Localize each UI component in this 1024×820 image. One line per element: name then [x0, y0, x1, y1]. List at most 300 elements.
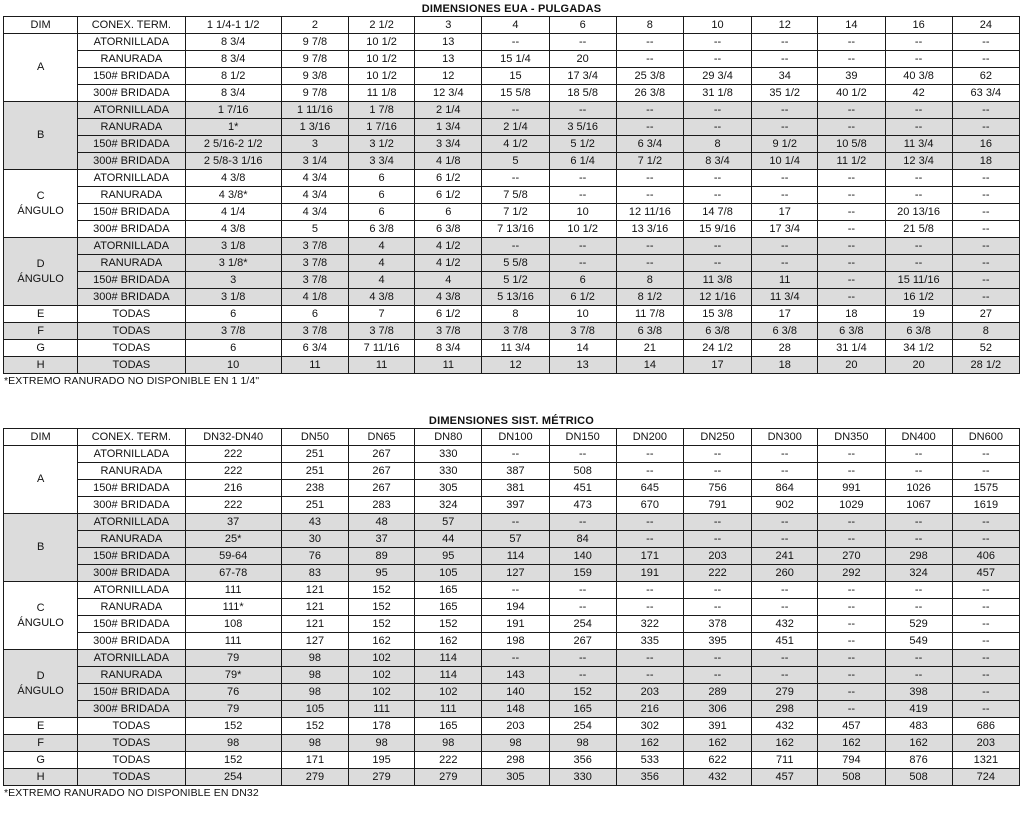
connection-type-cell: TODAS	[78, 340, 185, 357]
value-cell: 1619	[952, 497, 1019, 514]
value-cell: 15 3/8	[683, 306, 751, 323]
value-cell: 10 1/2	[349, 34, 415, 51]
value-cell: 6	[185, 340, 281, 357]
value-cell: --	[952, 531, 1019, 548]
value-cell: 6 3/8	[616, 323, 683, 340]
value-cell: 6	[349, 170, 415, 187]
value-cell: 9 7/8	[281, 51, 348, 68]
value-cell: 457	[752, 769, 818, 786]
header-row	[4, 429, 1020, 446]
value-cell: --	[952, 255, 1019, 272]
value-cell: 3 7/8	[281, 238, 348, 255]
value-cell: 483	[885, 718, 952, 735]
value-cell: 13 3/16	[616, 221, 683, 238]
value-cell: --	[952, 119, 1019, 136]
value-cell: --	[752, 582, 818, 599]
value-cell: 6 3/4	[281, 340, 348, 357]
value-cell: 148	[482, 701, 549, 718]
value-cell: 251	[281, 446, 348, 463]
value-cell: --	[549, 650, 616, 667]
value-cell: 533	[616, 752, 683, 769]
value-cell: 11 7/8	[616, 306, 683, 323]
value-cell: 298	[885, 548, 952, 565]
value-cell: --	[616, 463, 683, 480]
value-cell: 216	[616, 701, 683, 718]
value-cell: --	[752, 34, 818, 51]
value-cell: --	[482, 514, 549, 531]
value-cell: --	[616, 34, 683, 51]
value-cell: 6	[349, 187, 415, 204]
value-cell: --	[818, 170, 885, 187]
value-cell: 9 3/8	[281, 68, 348, 85]
connection-type-cell: 300# BRIDADA	[78, 497, 185, 514]
dim-label-cell: E	[4, 718, 78, 735]
value-cell: --	[952, 170, 1019, 187]
table-row	[4, 480, 1020, 497]
table-row	[4, 204, 1020, 221]
value-cell: --	[818, 221, 885, 238]
value-cell: --	[952, 221, 1019, 238]
value-cell: 1026	[885, 480, 952, 497]
header-cell: 12	[752, 17, 818, 34]
value-cell: 111*	[185, 599, 281, 616]
value-cell: 238	[281, 480, 348, 497]
us-dimensions-table	[3, 16, 1020, 374]
dim-label-cell: E	[4, 306, 78, 323]
value-cell: 11	[349, 357, 415, 374]
value-cell: 6 3/8	[349, 221, 415, 238]
dim-label-cell	[4, 446, 78, 514]
value-cell: 508	[885, 769, 952, 786]
value-cell: 6	[281, 306, 348, 323]
value-cell: 3 7/8	[185, 323, 281, 340]
value-cell: 267	[349, 446, 415, 463]
value-cell: 381	[482, 480, 549, 497]
value-cell: 9 1/2	[752, 136, 818, 153]
connection-type-cell: 150# BRIDADA	[78, 272, 185, 289]
value-cell: 6 1/2	[415, 170, 482, 187]
value-cell: 876	[885, 752, 952, 769]
value-cell: 152	[185, 718, 281, 735]
table-row	[4, 221, 1020, 238]
header-cell: DN100	[482, 429, 549, 446]
value-cell: 191	[482, 616, 549, 633]
value-cell: --	[952, 633, 1019, 650]
value-cell: 29 3/4	[683, 68, 751, 85]
value-cell: 3 3/4	[415, 136, 482, 153]
value-cell: 8 3/4	[185, 34, 281, 51]
value-cell: 1 3/16	[281, 119, 348, 136]
value-cell: 16 1/2	[885, 289, 952, 306]
value-cell: 3 1/8	[185, 238, 281, 255]
value-cell: 98	[281, 650, 348, 667]
value-cell: 44	[415, 531, 482, 548]
value-cell: 15 5/8	[482, 85, 549, 102]
connection-type-cell: RANURADA	[78, 255, 185, 272]
value-cell: 1321	[952, 752, 1019, 769]
value-cell: 216	[185, 480, 281, 497]
value-cell: 3 7/8	[482, 323, 549, 340]
value-cell: 98	[415, 735, 482, 752]
value-cell: 17 3/4	[549, 68, 616, 85]
value-cell: 4 3/8*	[185, 187, 281, 204]
table-row	[4, 272, 1020, 289]
table-row	[4, 306, 1020, 323]
value-cell: 28	[752, 340, 818, 357]
value-cell: --	[549, 446, 616, 463]
value-cell: 6 3/8	[415, 221, 482, 238]
value-cell: 3 7/8	[415, 323, 482, 340]
value-cell: --	[818, 102, 885, 119]
connection-type-cell: 150# BRIDADA	[78, 136, 185, 153]
value-cell: 6 3/8	[885, 323, 952, 340]
value-cell: 4 3/8	[185, 170, 281, 187]
connection-type-cell: TODAS	[78, 735, 185, 752]
value-cell: 451	[752, 633, 818, 650]
value-cell: 7 1/2	[616, 153, 683, 170]
value-cell: --	[885, 170, 952, 187]
connection-type-cell: 300# BRIDADA	[78, 85, 185, 102]
value-cell: 102	[349, 667, 415, 684]
value-cell: 5	[281, 221, 348, 238]
value-cell: 756	[683, 480, 751, 497]
value-cell: 20	[885, 357, 952, 374]
value-cell: 395	[683, 633, 751, 650]
table-row	[4, 323, 1020, 340]
value-cell: --	[818, 289, 885, 306]
value-cell: --	[752, 102, 818, 119]
dim-label-cell	[4, 582, 78, 650]
value-cell: 9 7/8	[281, 85, 348, 102]
value-cell: 31 1/8	[683, 85, 751, 102]
value-cell: --	[885, 51, 952, 68]
header-cell: DN300	[752, 429, 818, 446]
value-cell: 8	[952, 323, 1019, 340]
value-cell: 162	[415, 633, 482, 650]
value-cell: 76	[281, 548, 348, 565]
value-cell: 11 3/4	[885, 136, 952, 153]
dim-label-cell: F	[4, 735, 78, 752]
value-cell: 10 1/4	[752, 153, 818, 170]
value-cell: 21	[616, 340, 683, 357]
value-cell: 11	[415, 357, 482, 374]
value-cell: 121	[281, 616, 348, 633]
value-cell: 4 1/2	[482, 136, 549, 153]
table-row	[4, 752, 1020, 769]
value-cell: 98	[349, 735, 415, 752]
value-cell: 8 3/4	[683, 153, 751, 170]
header-cell: 6	[549, 17, 616, 34]
value-cell: 6	[549, 272, 616, 289]
value-cell: 711	[752, 752, 818, 769]
value-cell: 1 7/16	[185, 102, 281, 119]
value-cell: 398	[885, 684, 952, 701]
value-cell: 4	[349, 238, 415, 255]
value-cell: 1067	[885, 497, 952, 514]
value-cell: 1 3/4	[415, 119, 482, 136]
value-cell: --	[616, 170, 683, 187]
value-cell: 152	[185, 752, 281, 769]
value-cell: 76	[185, 684, 281, 701]
value-cell: --	[818, 599, 885, 616]
value-cell: 298	[752, 701, 818, 718]
connection-type-cell: RANURADA	[78, 599, 185, 616]
value-cell: 298	[482, 752, 549, 769]
value-cell: --	[683, 102, 751, 119]
value-cell: 152	[349, 616, 415, 633]
value-cell: 1 7/8	[349, 102, 415, 119]
value-cell: 18 5/8	[549, 85, 616, 102]
value-cell: --	[952, 514, 1019, 531]
table-row	[4, 255, 1020, 272]
value-cell: 84	[549, 531, 616, 548]
value-cell: --	[885, 650, 952, 667]
value-cell: --	[549, 667, 616, 684]
value-cell: 330	[415, 463, 482, 480]
value-cell: 8	[482, 306, 549, 323]
value-cell: 162	[349, 633, 415, 650]
value-cell: 4 3/8	[415, 289, 482, 306]
value-cell: 11	[281, 357, 348, 374]
connection-type-cell: TODAS	[78, 306, 185, 323]
value-cell: --	[549, 102, 616, 119]
value-cell: 4 1/2	[415, 238, 482, 255]
table-row	[4, 51, 1020, 68]
value-cell: 260	[752, 565, 818, 582]
value-cell: --	[549, 238, 616, 255]
value-cell: 11	[752, 272, 818, 289]
value-cell: 203	[952, 735, 1019, 752]
value-cell: --	[683, 531, 751, 548]
value-cell: 18	[818, 306, 885, 323]
value-cell: --	[885, 463, 952, 480]
value-cell: 57	[482, 531, 549, 548]
value-cell: --	[752, 51, 818, 68]
value-cell: --	[752, 463, 818, 480]
value-cell: 508	[549, 463, 616, 480]
value-cell: 10 1/2	[349, 68, 415, 85]
value-cell: 4 3/4	[281, 187, 348, 204]
table-row	[4, 735, 1020, 752]
value-cell: 2 1/4	[415, 102, 482, 119]
value-cell: --	[616, 446, 683, 463]
value-cell: 114	[415, 667, 482, 684]
value-cell: --	[616, 599, 683, 616]
value-cell: 121	[281, 582, 348, 599]
dim-label-cell: H	[4, 769, 78, 786]
value-cell: 25*	[185, 531, 281, 548]
metric-footnote: *EXTREMO RANURADO NO DISPONIBLE EN DN32	[4, 787, 259, 799]
header-cell: DN80	[415, 429, 482, 446]
value-cell: 31 1/4	[818, 340, 885, 357]
value-cell: 13	[415, 34, 482, 51]
metric-dimensions-table	[3, 428, 1020, 786]
connection-type-cell: ATORNILLADA	[78, 582, 185, 599]
dim-label-cell: G	[4, 752, 78, 769]
dim-label: B	[36, 129, 45, 141]
value-cell: --	[616, 255, 683, 272]
value-cell: 7	[349, 306, 415, 323]
value-cell: --	[549, 255, 616, 272]
value-cell: 18	[952, 153, 1019, 170]
value-cell: 11 3/4	[752, 289, 818, 306]
header-cell: DN400	[885, 429, 952, 446]
table-row	[4, 616, 1020, 633]
value-cell: 670	[616, 497, 683, 514]
value-cell: 98	[482, 735, 549, 752]
value-cell: --	[952, 701, 1019, 718]
header-cell: 3	[415, 17, 482, 34]
value-cell: 62	[952, 68, 1019, 85]
value-cell: 251	[281, 497, 348, 514]
value-cell: 79*	[185, 667, 281, 684]
value-cell: 508	[818, 769, 885, 786]
dim-label: C	[36, 189, 45, 202]
value-cell: --	[818, 514, 885, 531]
value-cell: 111	[185, 582, 281, 599]
connection-type-cell: 300# BRIDADA	[78, 289, 185, 306]
dim-label: C	[36, 601, 45, 614]
value-cell: 162	[683, 735, 751, 752]
value-cell: 3 7/8	[349, 323, 415, 340]
dim-label: ÁNGULO	[17, 204, 64, 217]
value-cell: --	[885, 238, 952, 255]
table-row	[4, 238, 1020, 255]
value-cell: --	[885, 514, 952, 531]
dim-label-cell: F	[4, 323, 78, 340]
value-cell: 17	[752, 204, 818, 221]
value-cell: --	[482, 650, 549, 667]
value-cell: 4 1/8	[415, 153, 482, 170]
value-cell: --	[752, 650, 818, 667]
connection-type-cell: RANURADA	[78, 463, 185, 480]
value-cell: 241	[752, 548, 818, 565]
value-cell: 451	[549, 480, 616, 497]
us-dimensions-section	[3, 2, 1020, 389]
value-cell: 1 7/16	[349, 119, 415, 136]
value-cell: 98	[281, 684, 348, 701]
dim-label-cell	[4, 650, 78, 718]
connection-type-cell: 300# BRIDADA	[78, 565, 185, 582]
value-cell: 140	[549, 548, 616, 565]
value-cell: 5	[482, 153, 549, 170]
value-cell: 15	[482, 68, 549, 85]
value-cell: 864	[752, 480, 818, 497]
value-cell: 7 1/2	[482, 204, 549, 221]
value-cell: 162	[885, 735, 952, 752]
value-cell: 324	[885, 565, 952, 582]
value-cell: 6 3/8	[683, 323, 751, 340]
value-cell: --	[885, 187, 952, 204]
table-row	[4, 187, 1020, 204]
value-cell: 391	[683, 718, 751, 735]
value-cell: 152	[549, 684, 616, 701]
value-cell: --	[818, 531, 885, 548]
value-cell: --	[952, 650, 1019, 667]
table-row	[4, 531, 1020, 548]
value-cell: 4	[415, 272, 482, 289]
connection-type-cell: ATORNILLADA	[78, 34, 185, 51]
value-cell: 12 11/16	[616, 204, 683, 221]
table-row	[4, 633, 1020, 650]
value-cell: 34 1/2	[885, 340, 952, 357]
value-cell: --	[952, 446, 1019, 463]
connection-type-cell: ATORNILLADA	[78, 514, 185, 531]
value-cell: --	[818, 187, 885, 204]
value-cell: 356	[616, 769, 683, 786]
connection-type-cell: TODAS	[78, 323, 185, 340]
value-cell: 83	[281, 565, 348, 582]
value-cell: 165	[549, 701, 616, 718]
value-cell: --	[752, 667, 818, 684]
header-cell: CONEX. TERM.	[78, 17, 185, 34]
value-cell: 28 1/2	[952, 357, 1019, 374]
value-cell: 40 3/8	[885, 68, 952, 85]
value-cell: --	[818, 633, 885, 650]
value-cell: 26 3/8	[616, 85, 683, 102]
value-cell: --	[952, 102, 1019, 119]
value-cell: --	[683, 514, 751, 531]
value-cell: --	[752, 514, 818, 531]
value-cell: --	[818, 650, 885, 667]
value-cell: --	[752, 187, 818, 204]
table-row	[4, 153, 1020, 170]
value-cell: --	[683, 463, 751, 480]
value-cell: 419	[885, 701, 952, 718]
value-cell: 1 11/16	[281, 102, 348, 119]
value-cell: --	[952, 289, 1019, 306]
connection-type-cell: 300# BRIDADA	[78, 633, 185, 650]
header-cell: 14	[818, 17, 885, 34]
value-cell: 95	[415, 548, 482, 565]
value-cell: 4 1/4	[185, 204, 281, 221]
value-cell: --	[752, 255, 818, 272]
dim-label: A	[36, 473, 45, 485]
connection-type-cell: ATORNILLADA	[78, 650, 185, 667]
value-cell: --	[952, 204, 1019, 221]
value-cell: 102	[415, 684, 482, 701]
value-cell: 10	[549, 306, 616, 323]
header-cell: 10	[683, 17, 751, 34]
value-cell: 79	[185, 650, 281, 667]
value-cell: 5 1/2	[549, 136, 616, 153]
value-cell: 222	[683, 565, 751, 582]
table-row	[4, 357, 1020, 374]
dim-label-cell: G	[4, 340, 78, 357]
value-cell: --	[549, 582, 616, 599]
value-cell: --	[952, 582, 1019, 599]
value-cell: 4 3/4	[281, 204, 348, 221]
value-cell: 63 3/4	[952, 85, 1019, 102]
header-cell: DN32-DN40	[185, 429, 281, 446]
value-cell: --	[482, 582, 549, 599]
value-cell: --	[616, 667, 683, 684]
value-cell: 1*	[185, 119, 281, 136]
value-cell: --	[683, 255, 751, 272]
value-cell: 165	[415, 582, 482, 599]
table-row	[4, 599, 1020, 616]
value-cell: 102	[349, 650, 415, 667]
value-cell: --	[549, 187, 616, 204]
connection-type-cell: 300# BRIDADA	[78, 221, 185, 238]
header-cell: DN200	[616, 429, 683, 446]
value-cell: 254	[549, 718, 616, 735]
value-cell: 267	[349, 480, 415, 497]
value-cell: 95	[349, 565, 415, 582]
value-cell: --	[752, 531, 818, 548]
value-cell: --	[952, 51, 1019, 68]
value-cell: --	[952, 684, 1019, 701]
